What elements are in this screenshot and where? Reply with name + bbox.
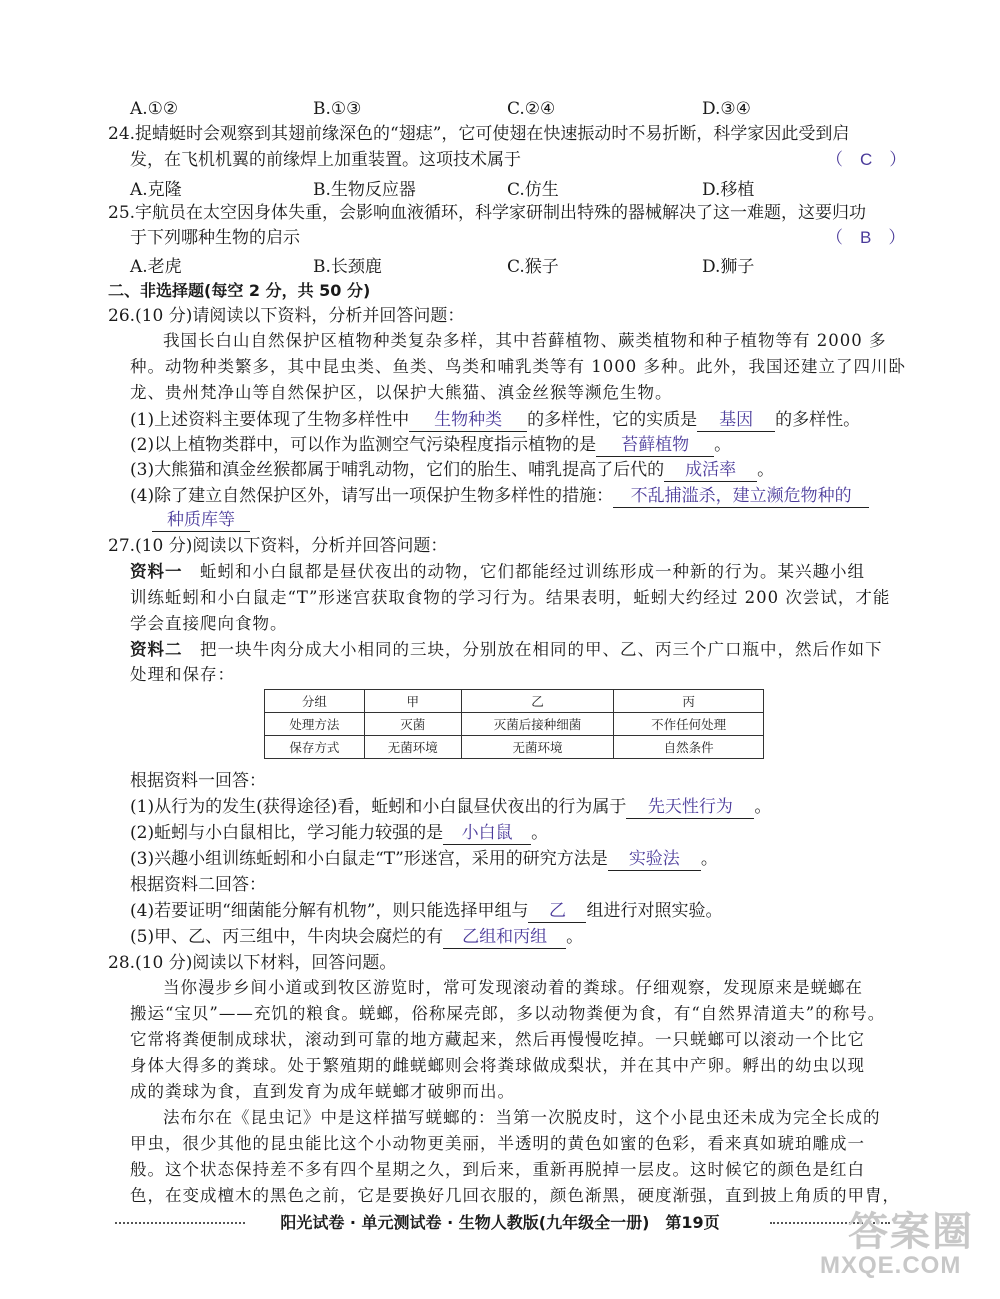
q24-option-c: C.仿生	[507, 180, 559, 200]
table-cell: 不作任何处理	[614, 713, 764, 736]
q23-option-a: A.①②	[130, 99, 179, 119]
q26-sub4-blank-line2: 种质库等	[152, 509, 250, 532]
q27-sub1	[130, 794, 1000, 820]
q28-intro: 28.(10 分)阅读以下材料，回答问题。	[108, 953, 397, 973]
table-row	[265, 736, 764, 759]
section-2-title: 二、非选择题(每空 2 分，共 50 分)	[108, 281, 371, 300]
q27-sub4-blank: 乙	[528, 900, 586, 923]
q26-sub1-text-d: 的多样性。	[775, 410, 861, 430]
q27-by-material2: 根据资料二回答：	[130, 875, 266, 895]
q26-sub3-text-c: 。	[757, 460, 775, 480]
table-cell: 无菌环境	[461, 736, 614, 759]
q26-sub4	[130, 483, 1000, 509]
q26-sub1-blank2: 基因	[697, 409, 775, 432]
q26-sub3-blank: 成活率	[664, 459, 757, 482]
q27-sub3	[130, 846, 1000, 872]
watermark-logo: 答案圈	[848, 1210, 974, 1254]
q28-p2-line2: 甲虫，很少其他的昆虫能比这个小动物更美丽，半透明的黄色如蜜的色彩，看来真如琥珀雕成一	[130, 1134, 865, 1153]
q27-material2-label: 资料二	[130, 640, 183, 659]
q25-option-d: D.狮子	[702, 257, 755, 277]
q24-option-b: B.生物反应器	[313, 180, 416, 200]
q28-p1-line2: 搬运“宝贝”——充饥的粮食。蜣螂，俗称屎壳郎，多以动物粪便为食，有“自然界清道夫”的称号。	[130, 1004, 886, 1023]
q24-option-d: D.移植	[702, 180, 755, 200]
q27-sub3-text-c: 。	[700, 849, 718, 869]
q27-sub4	[130, 898, 1000, 924]
q27-sub1-blank: 先天性行为	[626, 796, 754, 819]
q25-stem-line1: 25.宇航员在太空因身体失重，会影响血液循环，科学家研制出特殊的器械解决了这一难题，这要归功	[108, 203, 867, 223]
q27-sub2-text-c: 。	[531, 823, 549, 843]
q27-sub5-blank: 乙组和丙组	[443, 926, 566, 949]
q28-p2-line1: 法布尔在《昆虫记》中是这样描写蜣螂的：当第一次脱皮时，这个小昆虫还未成为完全长成的	[163, 1108, 881, 1127]
q26-sub4-text-a: (4)除了建立自然保护区外，请写出一项保护生物多样性的措施：	[130, 486, 614, 506]
q27-sub5	[130, 924, 1000, 950]
table-cell: 保存方式	[265, 736, 365, 759]
q26-sub3	[130, 457, 1000, 483]
q26-sub2	[130, 432, 1000, 458]
q27-sub3-blank: 实验法	[608, 848, 701, 871]
table-cell: 灭菌	[364, 713, 461, 736]
q27-material2-text1: 把一块牛肉分成大小相同的三块，分别放在相同的甲、乙、丙三个广口瓶中，然后作如下	[200, 640, 883, 659]
q27-sub1-text-c: 。	[754, 797, 772, 817]
q24-stem-line2: 发，在飞机机翼的前缘焊上加重装置。这项技术属于	[130, 150, 521, 170]
table-row	[265, 713, 764, 736]
q27-material2-line2: 处理和保存：	[130, 665, 235, 684]
table-header-cell: 乙	[461, 690, 614, 713]
q27-material1-text1: 蚯蚓和小白鼠都是昼伏夜出的动物，它们都能经过训练形成一种新的行为。某兴趣小组	[200, 562, 865, 581]
q27-material1-line3: 学会直接爬向食物。	[130, 614, 288, 633]
table-cell: 灭菌后接种细菌	[461, 713, 614, 736]
q27-material1-line1	[130, 559, 865, 585]
table-header-cell: 甲	[364, 690, 461, 713]
q28-p1-line1: 当你漫步乡间小道或到牧区游览时，常可发现滚动着的粪球。仔细观察，发现原来是蜣螂在	[163, 978, 863, 997]
table-cell: 无菌环境	[364, 736, 461, 759]
q28-p1-line4: 身体大得多的粪球。处于繁殖期的雌蜣螂则会将粪球做成梨状，并在其中产卵。孵出的幼虫以现	[130, 1056, 865, 1075]
table-header-cell: 分组	[265, 690, 365, 713]
q28-p1-line3: 它常将粪便制成球状，滚动到可靠的地方藏起来，然后再慢慢吃掉。一只蜣螂可以滚动一个比它	[130, 1030, 865, 1049]
q25-answer: （ B ）	[826, 228, 906, 247]
q27-sub2-text-a: (2)蚯蚓与小白鼠相比，学习能力较强的是	[130, 823, 444, 843]
q26-sub4-cont	[152, 507, 1000, 533]
table-header-cell: 丙	[614, 690, 764, 713]
q28-p2-line4: 色，在变成檀木的黑色之前，它是要换好几回衣服的，颜色渐黑，硬度渐强，直到披上角质的甲胄，	[130, 1186, 900, 1205]
q26-sub1-text-a: (1)上述资料主要体现了生物多样性中	[130, 410, 410, 430]
table-cell: 自然条件	[614, 736, 764, 759]
q27-sub5-text-a: (5)甲、乙、丙三组中，牛肉块会腐烂的有	[130, 927, 444, 947]
q26-sub1	[130, 407, 1000, 433]
q27-by-material1: 根据资料一回答：	[130, 771, 266, 791]
q27-sub5-text-c: 。	[566, 927, 584, 947]
q26-sub3-text-a: (3)大熊猫和滇金丝猴都属于哺乳动物，它们的胎生、哺乳提高了后代的	[130, 460, 665, 480]
q26-sub1-text-c: 的多样性，它的实质是	[527, 410, 698, 430]
q26-intro: 26.(10 分)请阅读以下资料，分析并回答问题：	[108, 306, 465, 326]
q27-sub4-text-a: (4)若要证明“细菌能分解有机物”，则只能选择甲组与	[130, 901, 529, 921]
q26-sub2-blank: 苔藓植物	[596, 434, 714, 457]
q25-option-a: A.老虎	[130, 257, 182, 277]
q26-sub2-text-c: 。	[714, 435, 732, 455]
q28-p2-line3: 般。这个状态保持差不多有四个星期之久，到后来，重新再脱掉一层皮。这时候它的颜色是红白	[130, 1160, 865, 1179]
q27-material1-label: 资料一	[130, 562, 183, 581]
q27-sub4-text-c: 组进行对照实验。	[586, 901, 723, 921]
experiment-table	[264, 689, 764, 759]
q26-sub2-text-a: (2)以上植物类群中，可以作为监测空气污染程度指示植物的是	[130, 435, 597, 455]
q24-stem-line1: 24.捉蜻蜓时会观察到其翅前缘深色的“翅痣”，它可使翅在快速振动时不易折断，科学家因此受到启	[108, 124, 850, 144]
q26-passage-line1: 我国长白山自然保护区植物种类复杂多样，其中苔藓植物、蕨类植物和种子植物等有 2000 多	[163, 331, 887, 350]
q25-stem-line2: 于下列哪种生物的启示	[130, 228, 300, 248]
q24-answer: （ C ）	[826, 150, 907, 169]
page-footer: 阳光试卷 · 单元测试卷 · 生物人教版(九年级全一册) 第19页	[280, 1213, 720, 1232]
q26-sub1-blank1: 生物种类	[409, 409, 527, 432]
q27-sub3-text-a: (3)兴趣小组训练蚯蚓和小白鼠走“T”形迷宫，采用的研究方法是	[130, 849, 608, 869]
q23-option-d: D.③④	[702, 99, 751, 119]
q23-option-b: B.①③	[313, 99, 362, 119]
watermark-url: MXQE.COM	[820, 1252, 962, 1279]
q23-option-c: C.②④	[507, 99, 556, 119]
q27-sub2-blank: 小白鼠	[443, 822, 531, 845]
q24-option-a: A.克隆	[130, 180, 182, 200]
q27-material2-line1	[130, 637, 883, 663]
q25-option-b: B.长颈鹿	[313, 257, 382, 277]
q27-intro: 27.(10 分)阅读以下资料，分析并回答问题：	[108, 536, 448, 556]
q27-sub2	[130, 820, 1000, 846]
q26-passage-line3: 龙、贵州梵净山等自然保护区，以保护大熊猫、滇金丝猴等濒危生物。	[130, 383, 673, 402]
q26-sub4-blank-line1: 不乱捕滥杀，建立濒危物种的	[613, 485, 869, 508]
q25-option-c: C.猴子	[507, 257, 559, 277]
q28-p1-line5: 成的粪球为食，直到发育为成年蜣螂才破卵而出。	[130, 1082, 515, 1101]
q27-material1-line2: 训练蚯蚓和小白鼠走“T”形迷宫获取食物的学习行为。结果表明，蚯蚓大约经过 200 次尝试，才能	[130, 588, 891, 607]
q27-sub1-text-a: (1)从行为的发生(获得途径)看，蚯蚓和小白鼠昼伏夜出的行为属于	[130, 797, 627, 817]
table-header-row	[265, 690, 764, 713]
table-cell: 处理方法	[265, 713, 365, 736]
q26-passage-line2: 种。动物种类繁多，其中昆虫类、鱼类、鸟类和哺乳类等有 1000 多种。此外，我国还建立了四川卧	[130, 357, 906, 376]
